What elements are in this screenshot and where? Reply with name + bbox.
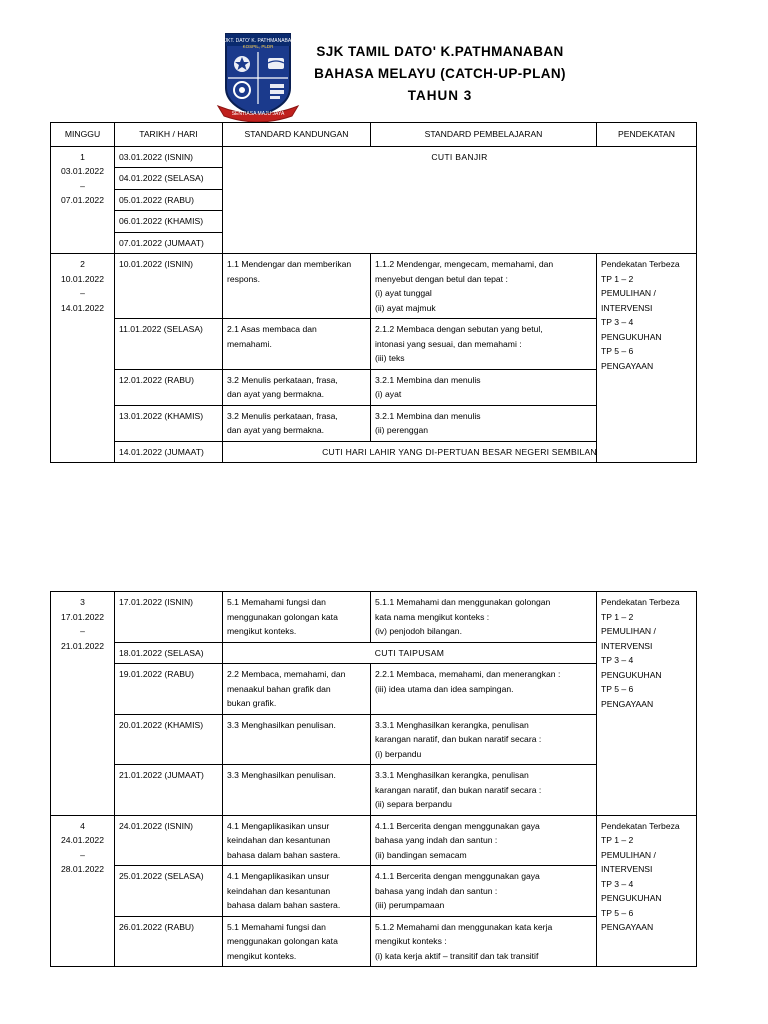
sp-cell: 3.2.1 Membina dan menulis (ii) perenggan — [371, 405, 597, 441]
table-row — [51, 441, 697, 463]
sk-cell: 3.2 Menulis perkataan, frasa, dan ayat yang bermakna. — [223, 369, 371, 405]
school-crest-icon — [212, 26, 304, 122]
approach-cell: Pendekatan Terbeza TP 1 – 2 PEMULIHAN / INTERVENSI TP 3 – 4 PENGUKUHAN TP 5 – 6 PENGAYAAN — [597, 592, 697, 816]
sp-cell: 4.1.1 Bercerita dengan menggunakan gaya bahasa yang indah dan santun : (ii) bandingan semacam — [371, 815, 597, 866]
col-standard-kandungan: STANDARD KANDUNGAN — [223, 123, 371, 147]
week-date-from: 24.01.2022 — [60, 835, 104, 845]
table-row — [51, 254, 697, 319]
sp-cell: 5.1.1 Memahami dan menggunakan golongan kata nama mengikut konteks : (iv) penjodoh bilangan. — [371, 592, 597, 643]
sp-cell: 2.1.2 Membaca dengan sebutan yang betul, intonasi yang sesuai, dan memahami : (iii) teks — [371, 319, 597, 370]
col-tarikh: TARIKH / HARI — [115, 123, 223, 147]
school-name: SJK TAMIL DATO' K.PATHMANABAN — [316, 44, 564, 59]
table-header-row — [51, 123, 697, 147]
day-cell: 06.01.2022 (KHAMIS) — [115, 211, 223, 233]
day-cell: 24.01.2022 (ISNIN) — [115, 815, 223, 866]
svg-text:SJKT. DATO' K. PATHMANABAN: SJKT. DATO' K. PATHMANABAN — [221, 38, 295, 44]
day-cell: 03.01.2022 (ISNIN) — [115, 146, 223, 168]
week-date-to: 14.01.2022 — [60, 302, 104, 313]
day-cell: 14.01.2022 (JUMAAT) — [115, 441, 223, 463]
svg-text:SENTIASA MAJU JAYA: SENTIASA MAJU JAYA — [231, 111, 285, 117]
day-cell: 07.01.2022 (JUMAAT) — [115, 232, 223, 254]
sp-cell: 2.2.1 Membaca, memahami, dan menerangkan : (iii) idea utama dan idea sampingan. — [371, 664, 597, 715]
sp-cell: 5.1.2 Memahami dan menggunakan kata kerja mengikut konteks : (i) kata kerja aktif – transitif dan tak transitif — [371, 916, 597, 967]
week-number: 3 — [80, 597, 85, 607]
day-cell: 17.01.2022 (ISNIN) — [115, 592, 223, 643]
day-cell: 13.01.2022 (KHAMIS) — [115, 405, 223, 441]
sk-cell: 4.1 Mengaplikasikan unsur keindahan dan kesantunan bahasa dalam bahan sastera. — [223, 815, 371, 866]
sk-cell: 4.1 Mengaplikasikan unsur keindahan dan kesantunan bahasa dalam bahan sastera. — [223, 866, 371, 917]
approach-cell: Pendekatan Terbeza TP 1 – 2 PEMULIHAN / INTERVENSI TP 3 – 4 PENGUKUHAN TP 5 – 6 PENGAYAAN — [597, 254, 697, 463]
sk-cell: 3.3 Menghasilkan penulisan. — [223, 765, 371, 816]
header-titles — [314, 41, 566, 107]
day-cell: 20.01.2022 (KHAMIS) — [115, 714, 223, 765]
week-1-cell — [51, 146, 115, 254]
week-date-from: 03.01.2022 — [60, 166, 104, 176]
sp-cell: 4.1.1 Bercerita dengan menggunakan gaya bahasa yang indah dan santun : (iii) perumpamaan — [371, 866, 597, 917]
approach-cell: Pendekatan Terbeza TP 1 – 2 PEMULIHAN / INTERVENSI TP 3 – 4 PENGUKUHAN TP 5 – 6 PENGAYAAN — [597, 815, 697, 967]
subject-title: BAHASA MELAYU (CATCH-UP-PLAN) — [314, 66, 566, 81]
day-cell: 26.01.2022 (RABU) — [115, 916, 223, 967]
week-date-to: 07.01.2022 — [60, 195, 104, 205]
day-cell: 25.01.2022 (SELASA) — [115, 866, 223, 917]
sk-cell: 5.1 Memahami fungsi dan menggunakan golongan kata mengikut konteks. — [223, 916, 371, 967]
week-1-note: CUTI BANJIR — [223, 146, 697, 254]
week-date-to: 28.01.2022 — [60, 864, 104, 874]
week-2-cell — [51, 254, 115, 463]
sk-cell: 5.1 Memahami fungsi dan menggunakan golongan kata mengikut konteks. — [223, 592, 371, 643]
day-cell: 19.01.2022 (RABU) — [115, 664, 223, 715]
week-2-holiday-note: CUTI HARI LAHIR YANG DI-PERTUAN BESAR NEGERI SEMBILAN — [223, 441, 697, 463]
day-cell: 05.01.2022 (RABU) — [115, 189, 223, 211]
day-cell: 11.01.2022 (SELASA) — [115, 319, 223, 370]
col-minggu: MINGGU — [51, 123, 115, 147]
week-number: 4 — [80, 820, 85, 831]
sp-cell: 3.3.1 Menghasilkan kerangka, penulisan karangan naratif, dan bukan naratif secara : (ii) separa berpandu — [371, 765, 597, 816]
week-date-dash: – — [80, 180, 85, 191]
col-standard-pembelajaran: STANDARD PEMBELAJARAN — [371, 123, 597, 147]
week-date-to: 21.01.2022 — [60, 640, 104, 651]
week-number: 1 — [80, 151, 85, 162]
day-cell: 21.01.2022 (JUMAAT) — [115, 765, 223, 816]
year-title: TAHUN 3 — [407, 88, 473, 103]
week-3-cell — [51, 592, 115, 816]
table-row — [51, 815, 697, 866]
week-date-dash: – — [80, 849, 85, 860]
day-cell: 18.01.2022 (SELASA) — [115, 642, 223, 664]
sk-cell: 2.1 Asas membaca dan memahami. — [223, 319, 371, 370]
document-header — [0, 0, 768, 122]
sp-cell: 3.2.1 Membina dan menulis (i) ayat — [371, 369, 597, 405]
table-row — [51, 146, 697, 168]
schedule-table-part1 — [50, 122, 697, 463]
week-date-from: 10.01.2022 — [60, 273, 104, 284]
svg-text:KOSPIL, PLDR: KOSPIL, PLDR — [242, 44, 274, 49]
week-3-holiday-note: CUTI TAIPUSAM — [223, 642, 597, 664]
week-date-dash: – — [80, 288, 85, 298]
col-pendekatan: PENDEKATAN — [597, 123, 697, 147]
sk-cell: 1.1 Mendengar dan memberikan respons. — [223, 254, 371, 319]
sk-cell: 2.2 Membaca, memahami, dan menaakul bahan grafik dan bukan grafik. — [223, 664, 371, 715]
sp-cell: 1.1.2 Mendengar, mengecam, memahami, dan menyebut dengan betul dan tepat : (i) ayat tunggal (ii) ayat majmuk — [371, 254, 597, 319]
day-cell: 04.01.2022 (SELASA) — [115, 168, 223, 190]
week-date-from: 17.01.2022 — [60, 611, 104, 622]
day-cell: 10.01.2022 (ISNIN) — [115, 254, 223, 319]
day-cell: 12.01.2022 (RABU) — [115, 369, 223, 405]
week-number: 2 — [80, 259, 85, 269]
sk-cell: 3.3 Menghasilkan penulisan. — [223, 714, 371, 765]
week-date-dash: – — [80, 626, 85, 636]
week-4-cell — [51, 815, 115, 967]
sk-cell: 3.2 Menulis perkataan, frasa, dan ayat yang bermakna. — [223, 405, 371, 441]
schedule-table-part2 — [50, 591, 697, 967]
sp-cell: 3.3.1 Menghasilkan kerangka, penulisan karangan naratif, dan bukan naratif secara : (i) berpandu — [371, 714, 597, 765]
table-row — [51, 592, 697, 643]
